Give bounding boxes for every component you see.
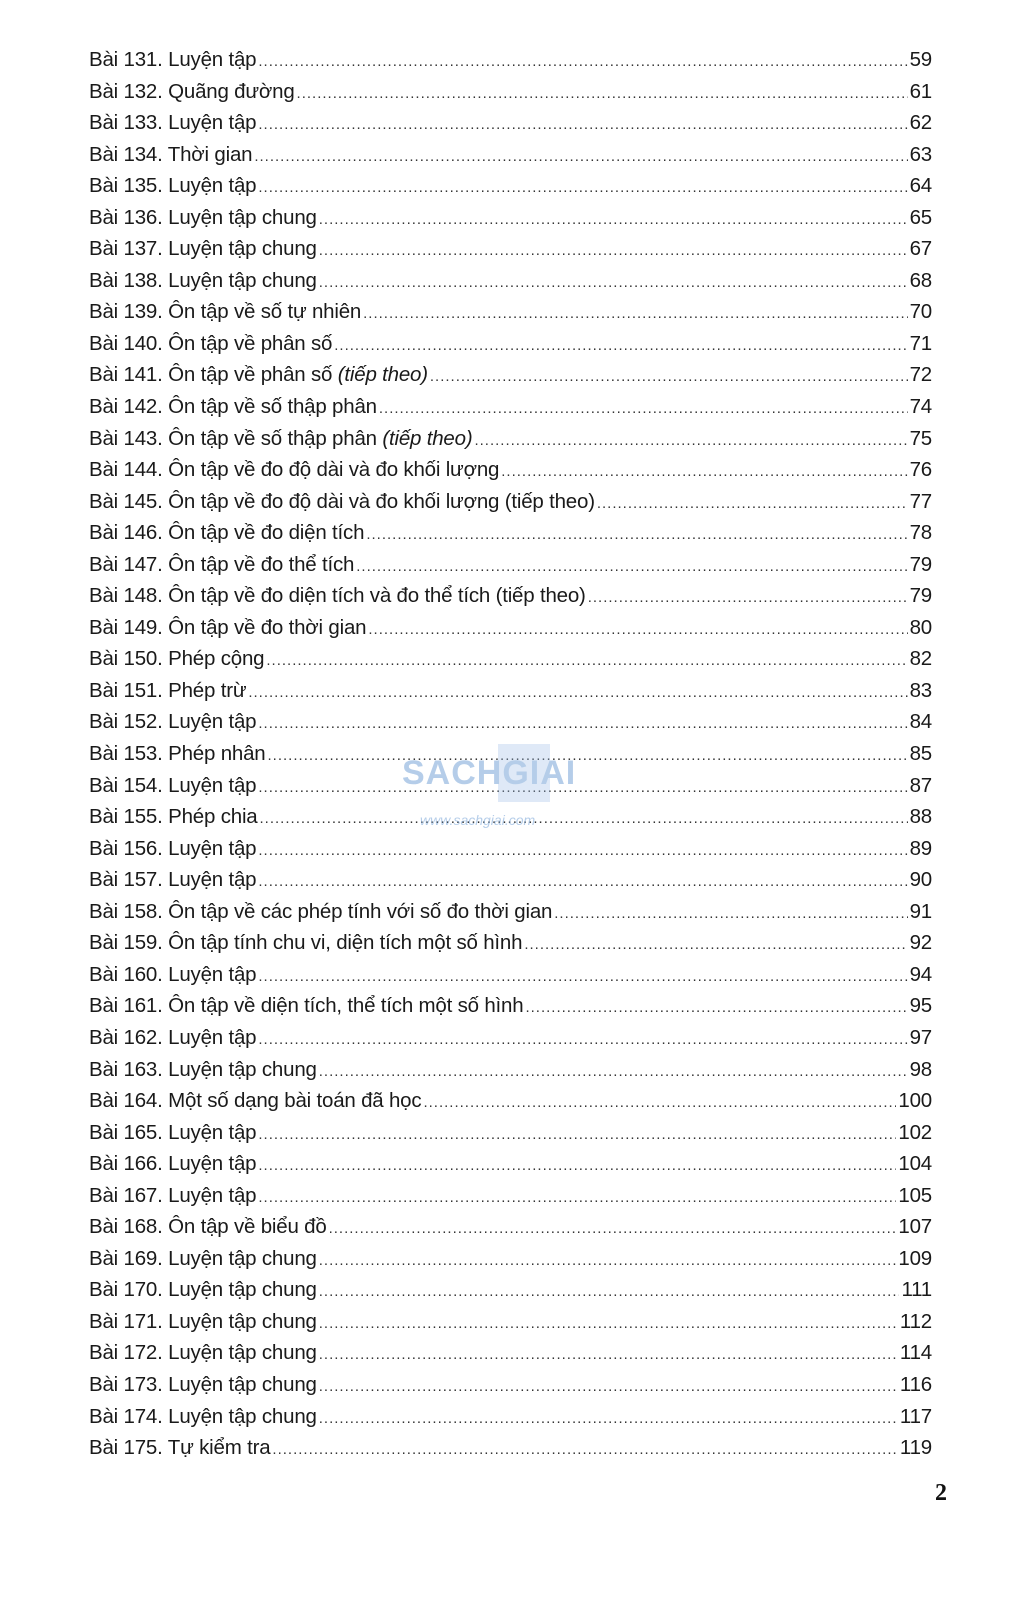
- toc-entry-text: Luyện tập chung: [168, 205, 317, 229]
- toc-entry-number: Bài 140.: [89, 331, 163, 355]
- toc-entry-title: [89, 80, 295, 104]
- toc-entry-title: [89, 1278, 317, 1302]
- toc-entry-text: Luyện tập chung: [168, 1341, 317, 1365]
- dot-leader: [319, 1378, 898, 1395]
- toc-entry: [89, 1278, 932, 1310]
- toc-entry: [89, 1215, 932, 1247]
- toc-entry-page: 97: [909, 1025, 932, 1049]
- toc-entry-text: Phép chia: [168, 805, 258, 829]
- dot-leader: [423, 1094, 896, 1111]
- toc-entry-number: Bài 148.: [89, 584, 163, 608]
- toc-entry-number: Bài 135.: [89, 174, 163, 198]
- toc-entry-page: 112: [899, 1309, 932, 1333]
- dot-leader: [319, 1283, 900, 1300]
- toc-entry-text: Luyện tập: [168, 111, 257, 135]
- toc-entry-number: Bài 166.: [89, 1152, 163, 1176]
- toc-entry-number: Bài 139.: [89, 300, 163, 324]
- toc-entry-text: Luyện tập: [168, 174, 257, 198]
- toc-entry-page: 61: [909, 79, 932, 103]
- toc-entry-title: [89, 963, 256, 987]
- dot-leader: [254, 148, 907, 165]
- toc-entry-text: Ôn tập về biểu đồ: [168, 1215, 327, 1239]
- toc-entry-title: [89, 1089, 421, 1113]
- toc-entry-number: Bài 143.: [89, 426, 163, 450]
- toc-entry: [89, 300, 932, 332]
- toc-entry-page: 85: [909, 742, 932, 766]
- toc-entry: [89, 143, 932, 175]
- toc-entry-text: Ôn tập về số thập phân: [168, 395, 377, 419]
- toc-entry-page: 119: [899, 1436, 932, 1460]
- toc-entry-text: Ôn tập về đo độ dài và đo khối lượng: [168, 458, 500, 482]
- dot-leader: [356, 558, 907, 575]
- dot-leader: [319, 1252, 897, 1269]
- toc-entry-number: Bài 160.: [89, 962, 163, 986]
- toc-entry-number: Bài 164.: [89, 1089, 163, 1113]
- dot-leader: [266, 652, 907, 669]
- toc-entry-page: 59: [909, 48, 932, 71]
- toc-entry-number: Bài 163.: [89, 1057, 163, 1081]
- toc-entry: [89, 395, 932, 427]
- toc-entry-number: Bài 142.: [89, 395, 163, 419]
- toc-entry-number: Bài 157.: [89, 868, 163, 892]
- toc-entry: [89, 1341, 932, 1373]
- toc-entry: [89, 553, 932, 585]
- toc-entry-title: [89, 900, 552, 924]
- dot-leader: [525, 999, 907, 1016]
- toc-entry-text: Luyện tập chung: [168, 1372, 317, 1396]
- toc-entry-text: Luyện tập: [168, 48, 257, 71]
- toc-entry: [89, 1152, 932, 1184]
- toc-entry-text: Phép nhân: [168, 742, 266, 766]
- dot-leader: [319, 1410, 898, 1427]
- dot-leader: [597, 495, 908, 512]
- toc-entry-number: Bài 155.: [89, 805, 163, 829]
- toc-entry-page: 104: [898, 1152, 932, 1176]
- toc-entry-title: [89, 679, 246, 703]
- toc-entry-text: Một số dạng bài toán đã học: [168, 1089, 422, 1113]
- toc-entry-title: [89, 427, 472, 451]
- toc-entry: [89, 931, 932, 963]
- toc-entry-number: Bài 170.: [89, 1278, 163, 1302]
- toc-entry-page: 79: [909, 552, 932, 576]
- watermark-url: www.sachgiai.com: [420, 812, 536, 828]
- toc-entry-title: [89, 1058, 317, 1082]
- toc-entry-title: [89, 206, 317, 230]
- dot-leader: [319, 1315, 898, 1332]
- watermark-text: SACHGIAI: [402, 754, 577, 792]
- dot-leader: [258, 53, 907, 70]
- toc-entry-note: (tiếp theo): [382, 426, 473, 450]
- dot-leader: [258, 715, 907, 732]
- dot-leader: [379, 400, 908, 417]
- toc-entry-text: Phép trừ: [168, 678, 247, 702]
- dot-leader: [258, 179, 907, 196]
- toc-entry-text: Luyện tập chung: [168, 1278, 317, 1302]
- dot-leader: [260, 810, 908, 827]
- dot-leader: [258, 873, 907, 890]
- dot-leader: [334, 337, 907, 354]
- toc-entry-text: Quãng đường: [168, 79, 295, 103]
- toc-entry-title: [89, 490, 595, 514]
- dot-leader: [258, 116, 907, 133]
- toc-entry: [89, 1184, 932, 1216]
- dot-leader: [368, 621, 907, 638]
- dot-leader: [258, 1031, 907, 1048]
- toc-entry-number: Bài 161.: [89, 994, 163, 1018]
- toc-entry-number: Bài 165.: [89, 1120, 163, 1144]
- toc-entry-page: 90: [909, 868, 932, 892]
- toc-entry-title: [89, 111, 256, 135]
- toc-entry-title: [89, 174, 256, 198]
- toc-entry-number: Bài 146.: [89, 521, 163, 545]
- dot-leader: [366, 526, 907, 543]
- toc-entry-number: Bài 172.: [89, 1341, 163, 1365]
- toc-entry-title: [89, 1121, 256, 1145]
- toc-entry: [89, 1026, 932, 1058]
- toc-entry-text: Ôn tập tính chu vi, diện tích một số hình: [168, 931, 523, 955]
- dot-leader: [524, 936, 907, 953]
- dot-leader: [430, 368, 908, 385]
- toc-entry: [89, 868, 932, 900]
- toc-entry-title: [89, 553, 354, 577]
- toc-entry-text: Luyện tập chung: [168, 1309, 317, 1333]
- toc-entry-title: [89, 994, 523, 1018]
- toc-entry-page: 114: [899, 1341, 932, 1365]
- toc-entry-number: Bài 131.: [89, 48, 163, 71]
- toc-entry-page: 95: [909, 994, 932, 1018]
- toc-entry-page: 100: [898, 1089, 932, 1113]
- toc-entry-number: Bài 173.: [89, 1372, 163, 1396]
- toc-entry-number: Bài 158.: [89, 899, 163, 923]
- toc-entry: [89, 837, 932, 869]
- toc-entry-title: [89, 868, 256, 892]
- toc-entry-title: [89, 395, 377, 419]
- page-number: 2: [935, 1480, 947, 1506]
- toc-entry-page: 75: [909, 426, 932, 450]
- toc-entry-page: 68: [909, 268, 932, 292]
- dot-leader: [248, 684, 907, 701]
- toc-entry: [89, 584, 932, 616]
- toc-entry-title: [89, 1436, 270, 1460]
- toc-entry: [89, 1089, 932, 1121]
- toc-entry-title: [89, 363, 428, 387]
- toc-entry: [89, 1310, 932, 1342]
- toc-entry-number: Bài 150.: [89, 647, 163, 671]
- dot-leader: [268, 747, 908, 764]
- toc-entry-page: 83: [909, 678, 932, 702]
- toc-entry-number: Bài 141.: [89, 363, 163, 387]
- dot-leader: [501, 463, 907, 480]
- toc-entry-title: [89, 584, 586, 608]
- toc-entry-text: Ôn tập về đo thời gian: [168, 615, 367, 639]
- toc-entry: [89, 269, 932, 301]
- toc-entry: [89, 363, 932, 395]
- toc-entry-page: 80: [909, 615, 932, 639]
- toc-entry-text: Luyện tập: [168, 1152, 257, 1176]
- toc-entry-page: 92: [909, 931, 932, 955]
- dot-leader: [258, 1189, 896, 1206]
- toc-entry-title: [89, 616, 366, 640]
- toc-entry-number: Bài 154.: [89, 773, 163, 797]
- toc-entry-number: Bài 162.: [89, 1025, 163, 1049]
- toc-entry-title: [89, 269, 317, 293]
- toc-entry-page: 70: [909, 300, 932, 324]
- toc-entry-title: [89, 1247, 317, 1271]
- toc-entry-number: Bài 175.: [89, 1436, 163, 1460]
- toc-entry-text: Ôn tập về phân số: [168, 331, 333, 355]
- toc-entry-number: Bài 134.: [89, 142, 163, 166]
- toc-entry-page: 91: [909, 899, 932, 923]
- toc-entry-text: Ôn tập về diện tích, thể tích một số hình: [168, 994, 524, 1018]
- toc-entry-page: 94: [909, 962, 932, 986]
- toc-entry-text: Ôn tập về số thập phân: [168, 426, 377, 450]
- toc-entry: [89, 742, 932, 774]
- toc-entry-text: Luyện tập chung: [168, 1404, 317, 1428]
- toc-entry-page: 77: [909, 489, 932, 513]
- dot-leader: [329, 1220, 897, 1237]
- toc-entry-page: 64: [909, 174, 932, 198]
- dot-leader: [554, 905, 907, 922]
- toc-entry-title: [89, 805, 258, 829]
- toc-entry-number: Bài 137.: [89, 237, 163, 261]
- dot-leader: [319, 1063, 908, 1080]
- toc-entry: [89, 647, 932, 679]
- toc-entry: [89, 616, 932, 648]
- toc-entry-page: 82: [909, 647, 932, 671]
- toc-entry-page: 111: [901, 1278, 932, 1302]
- toc-entry-text: Luyện tập: [168, 1183, 257, 1207]
- toc-entry-number: Bài 168.: [89, 1215, 163, 1239]
- toc-entry-number: Bài 136.: [89, 205, 163, 229]
- toc-entry-number: Bài 169.: [89, 1246, 163, 1270]
- toc-entry-title: [89, 48, 256, 72]
- toc-entry-number: Bài 171.: [89, 1309, 163, 1333]
- toc-entry-page: 98: [909, 1057, 932, 1081]
- toc-entry: [89, 80, 932, 112]
- toc-entry-number: Bài 156.: [89, 836, 163, 860]
- toc-entry-number: Bài 138.: [89, 268, 163, 292]
- toc-entry: [89, 805, 932, 837]
- toc-entry-text: Ôn tập về số tự nhiên: [168, 300, 362, 324]
- toc-entry-text: Ôn tập về đo độ dài và đo khối lượng (tiếp theo): [168, 489, 595, 513]
- toc-entry-note: (tiếp theo): [337, 363, 428, 387]
- dot-leader: [474, 432, 907, 449]
- dot-leader: [258, 1126, 896, 1143]
- toc-entry-page: 78: [909, 521, 932, 545]
- toc-entry-title: [89, 1405, 317, 1429]
- table-of-contents: [89, 48, 932, 1468]
- toc-entry-title: [89, 300, 361, 324]
- toc-entry-number: Bài 145.: [89, 489, 163, 513]
- dot-leader: [319, 242, 908, 259]
- toc-entry-title: [89, 1184, 256, 1208]
- toc-entry-page: 84: [909, 710, 932, 734]
- dot-leader: [297, 85, 908, 102]
- toc-entry-page: 89: [909, 836, 932, 860]
- toc-entry-text: Luyện tập chung: [168, 1246, 317, 1270]
- toc-entry-text: Ôn tập về đo diện tích và đo thể tích (tiếp theo): [168, 584, 586, 608]
- toc-entry-text: Ôn tập về phân số: [168, 363, 333, 387]
- toc-entry-number: Bài 152.: [89, 710, 163, 734]
- toc-entry-title: [89, 521, 364, 545]
- toc-entry-title: [89, 1152, 256, 1176]
- toc-entry: [89, 490, 932, 522]
- toc-entry-text: Ôn tập về đo diện tích: [168, 521, 365, 545]
- toc-entry-page: 107: [898, 1215, 932, 1239]
- toc-entry: [89, 900, 932, 932]
- toc-entry-number: Bài 174.: [89, 1404, 163, 1428]
- toc-entry-title: [89, 742, 266, 766]
- toc-entry: [89, 237, 932, 269]
- toc-entry-text: Thời gian: [167, 142, 253, 166]
- toc-entry-text: Luyện tập: [168, 1025, 257, 1049]
- toc-entry: [89, 1405, 932, 1437]
- toc-entry: [89, 1058, 932, 1090]
- toc-entry-text: Luyện tập chung: [168, 268, 317, 292]
- toc-entry: [89, 111, 932, 143]
- toc-entry-text: Tự kiểm tra: [167, 1436, 271, 1460]
- dot-leader: [272, 1441, 897, 1458]
- toc-entry-title: [89, 332, 332, 356]
- toc-entry-number: Bài 144.: [89, 458, 163, 482]
- toc-entry-page: 74: [909, 395, 932, 419]
- dot-leader: [319, 1346, 898, 1363]
- toc-entry: [89, 206, 932, 238]
- toc-entry-page: 79: [909, 584, 932, 608]
- toc-entry-page: 88: [909, 805, 932, 829]
- toc-entry-title: [89, 710, 256, 734]
- toc-entry: [89, 1436, 932, 1468]
- toc-entry-number: Bài 149.: [89, 615, 163, 639]
- dot-leader: [319, 274, 908, 291]
- toc-entry-page: 109: [898, 1246, 932, 1270]
- toc-entry-page: 63: [909, 142, 932, 166]
- toc-entry: [89, 458, 932, 490]
- toc-entry-page: 62: [909, 111, 932, 135]
- dot-leader: [258, 968, 907, 985]
- toc-entry-title: [89, 931, 522, 955]
- toc-entry-number: Bài 159.: [89, 931, 163, 955]
- toc-entry-page: 72: [909, 363, 932, 387]
- toc-entry-title: [89, 1341, 317, 1365]
- toc-entry: [89, 1247, 932, 1279]
- toc-entry-text: Luyện tập chung: [168, 237, 317, 261]
- toc-entry-number: Bài 133.: [89, 111, 163, 135]
- toc-entry: [89, 521, 932, 553]
- toc-entry-text: Luyện tập: [168, 868, 257, 892]
- toc-entry-page: 76: [909, 458, 932, 482]
- toc-entry-title: [89, 1026, 256, 1050]
- toc-entry: [89, 710, 932, 742]
- dot-leader: [258, 842, 907, 859]
- toc-entry-text: Ôn tập về đo thể tích: [168, 552, 355, 576]
- toc-entry: [89, 332, 932, 364]
- toc-entry-text: Luyện tập: [168, 710, 257, 734]
- toc-entry-title: [89, 143, 252, 167]
- toc-entry-number: Bài 147.: [89, 552, 163, 576]
- dot-leader: [363, 305, 907, 322]
- toc-entry-page: 116: [899, 1372, 932, 1396]
- dot-leader: [258, 1157, 896, 1174]
- dot-leader: [319, 211, 908, 228]
- toc-entry-text: Ôn tập về các phép tính với số đo thời gian: [168, 899, 553, 923]
- toc-entry-text: Luyện tập: [168, 962, 257, 986]
- toc-entry-title: [89, 647, 264, 671]
- toc-entry-number: Bài 167.: [89, 1183, 163, 1207]
- toc-entry: [89, 994, 932, 1026]
- toc-entry-text: Luyện tập: [168, 773, 257, 797]
- toc-entry-page: 102: [898, 1120, 932, 1144]
- toc-entry-number: Bài 151.: [89, 678, 163, 702]
- toc-entry: [89, 427, 932, 459]
- toc-entry-text: Luyện tập chung: [168, 1057, 317, 1081]
- toc-entry-page: 71: [909, 331, 932, 355]
- toc-entry-number: Bài 132.: [89, 79, 163, 103]
- toc-entry-text: Phép cộng: [168, 647, 265, 671]
- toc-entry-title: [89, 1373, 317, 1397]
- toc-entry: [89, 963, 932, 995]
- toc-entry-page: 87: [909, 773, 932, 797]
- toc-entry-title: [89, 1215, 327, 1239]
- toc-entry-title: [89, 774, 256, 798]
- toc-entry-page: 65: [909, 205, 932, 229]
- toc-entry-number: Bài 153.: [89, 742, 163, 766]
- toc-entry-page: 117: [899, 1404, 932, 1428]
- toc-entry-text: Luyện tập: [168, 1120, 257, 1144]
- toc-entry: [89, 1373, 932, 1405]
- toc-entry: [89, 679, 932, 711]
- toc-entry: [89, 48, 932, 80]
- dot-leader: [258, 779, 907, 796]
- toc-entry-title: [89, 1310, 317, 1334]
- toc-entry-page: 105: [898, 1183, 932, 1207]
- toc-entry: [89, 174, 932, 206]
- toc-entry-title: [89, 837, 256, 861]
- toc-entry-page: 67: [909, 237, 932, 261]
- dot-leader: [588, 589, 908, 606]
- toc-entry-title: [89, 458, 499, 482]
- toc-entry: [89, 1121, 932, 1153]
- toc-entry: [89, 774, 932, 806]
- toc-entry-text: Luyện tập: [168, 836, 257, 860]
- toc-entry-title: [89, 237, 317, 261]
